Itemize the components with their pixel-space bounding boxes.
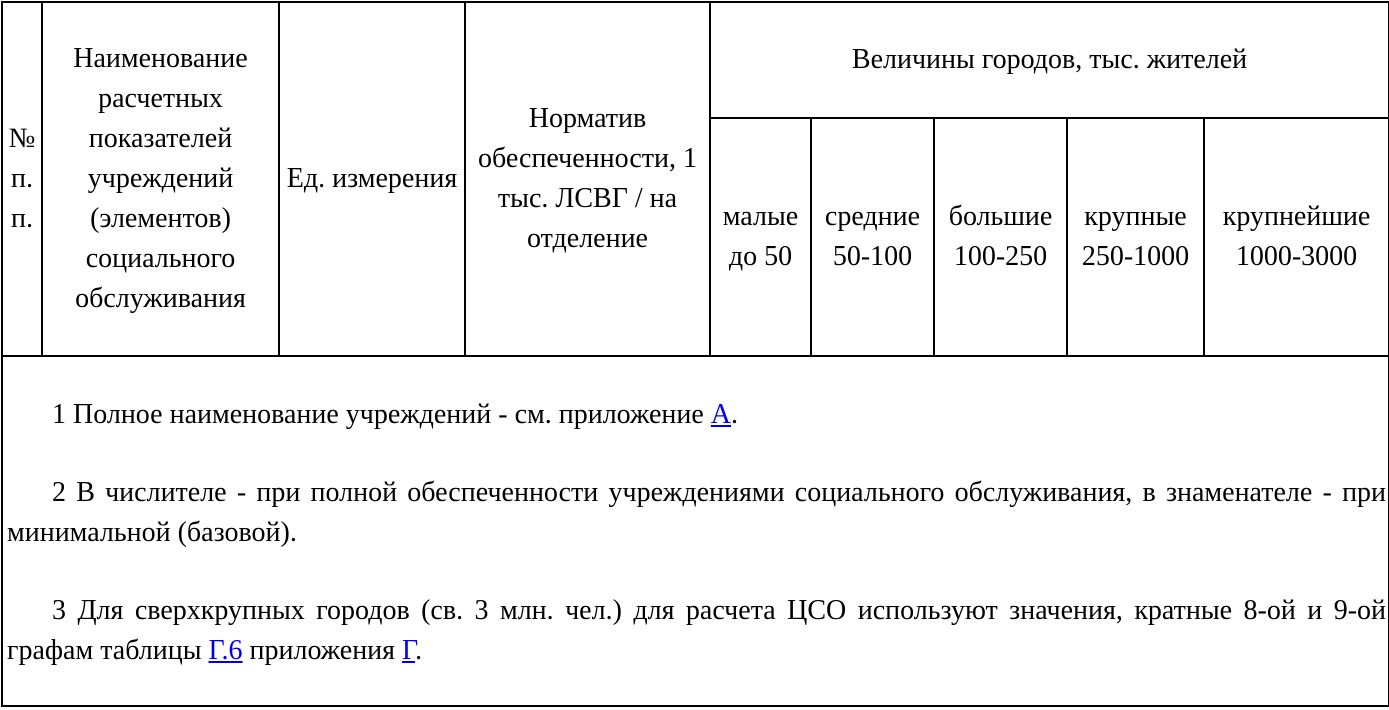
header-city-small: [710, 118, 811, 356]
city-small-range: до 50: [728, 241, 793, 272]
note-3: [7, 591, 1386, 671]
city-medium-label: средние: [824, 201, 921, 232]
header-city-largest: [1204, 118, 1389, 356]
city-largest-range: 1000-3000: [1235, 241, 1358, 272]
header-city-medium: [811, 118, 934, 356]
header-norm: Норматив обеспеченности, 1 тыс. ЛСВГ / на отделение: [465, 2, 710, 356]
city-small-label: малые: [722, 201, 799, 232]
table-g6-link[interactable]: Г.6: [208, 635, 243, 666]
note-1: [7, 395, 1386, 435]
city-medium-range: 50-100: [832, 241, 913, 272]
header-unit: Ед. измерения: [279, 2, 465, 356]
header-number: № п. п.: [2, 2, 42, 356]
city-largest-label: крупнейшие: [1222, 201, 1371, 232]
city-large-range: 100-250: [953, 241, 1048, 272]
header-city-sizes: Величины городов, тыс. жителей: [710, 2, 1389, 118]
note-1-text: 1 Полное наименование учреждений - см. приложение: [52, 399, 711, 430]
header-city-big: [1067, 118, 1204, 356]
city-big-range: 250-1000: [1081, 241, 1190, 272]
standards-table: [1, 1, 1389, 707]
note-2: 2 В числителе - при полной обеспеченности учреждениями социального обслуживания, в знаменателе - при минимальной (базовой).: [7, 477, 1387, 548]
header-indicator-name: Наименование расчетных показателей учреждений (элементов) социального обслуживания: [42, 2, 279, 356]
city-large-label: большие: [948, 201, 1053, 232]
appendix-g-link[interactable]: Г: [402, 635, 416, 666]
header-city-large: [934, 118, 1067, 356]
notes-cell: [2, 356, 1389, 706]
note-3-text: 3 Для сверхкрупных городов (св. 3 млн. чел.) для расчета ЦСО используют значения, кратные 8-ой и 9-ой графам таблицы: [7, 595, 1387, 666]
appendix-a-link[interactable]: А: [710, 399, 732, 430]
note-3-middle: приложения: [242, 635, 403, 666]
note-3-tail: .: [415, 635, 423, 666]
note-1-tail: .: [731, 399, 739, 430]
city-big-label: крупные: [1084, 201, 1187, 232]
